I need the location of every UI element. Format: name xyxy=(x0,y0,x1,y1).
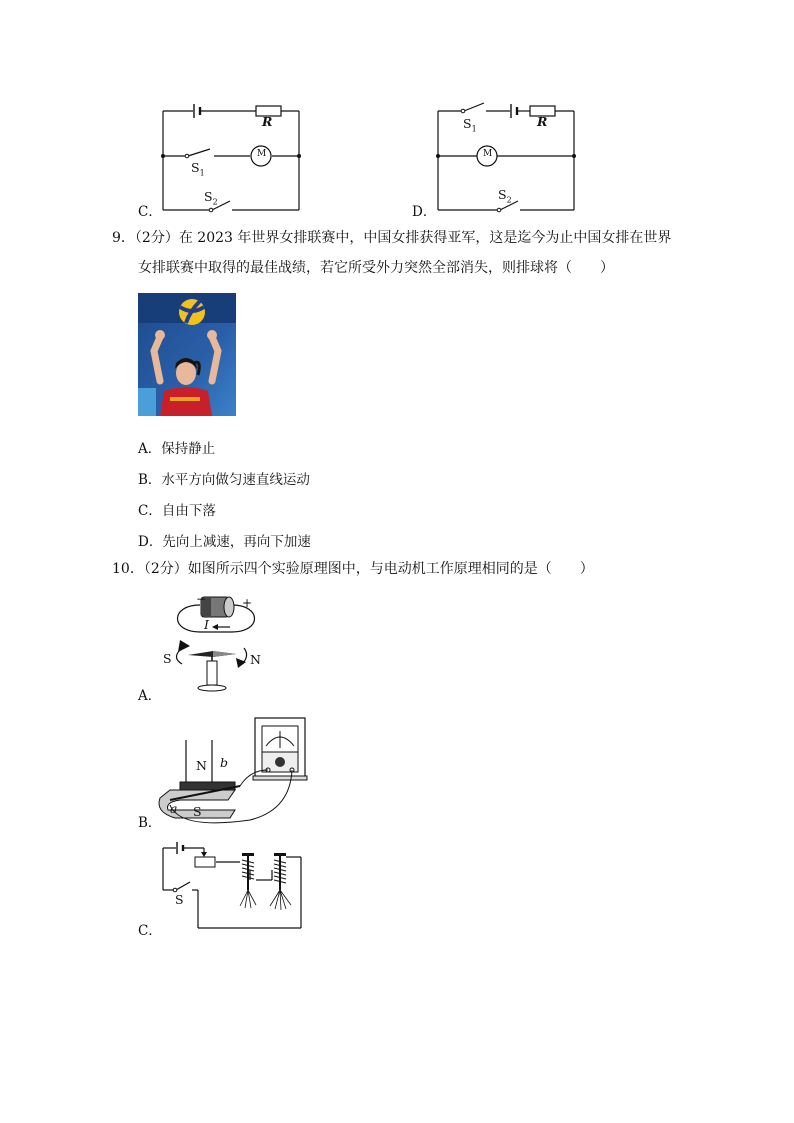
question-number: 10． xyxy=(112,561,144,577)
question-text: 如图所示四个实验原理图中，与电动机工作原理相同的是（ ） xyxy=(187,561,594,577)
option-c-label: C． xyxy=(138,204,162,220)
question-number: 9． xyxy=(112,230,135,246)
point-b-label: b xyxy=(220,755,229,770)
question-text: 在 2023 年世界女排联赛中，中国女排获得亚军，这是迄今为止中国女排在世界 xyxy=(178,230,672,246)
question-score: （2分） xyxy=(134,230,179,246)
south-label: S xyxy=(163,651,172,666)
battery-plus-label: + xyxy=(242,596,253,610)
north-pole-label: N xyxy=(196,758,207,773)
option-b-label: B． xyxy=(138,815,162,831)
option-d: D．先向上减速，再向下加速 xyxy=(138,534,311,550)
switch-s-label: S xyxy=(175,892,184,907)
resistor-label: R xyxy=(537,114,548,129)
question-9-line-2: 女排联赛中取得的最佳战绩，若它所受外力突然全部消失，则排球将（ ） xyxy=(138,260,614,276)
option-a-label: A． xyxy=(138,688,162,704)
switch-s2-label: $S_2$ xyxy=(204,189,218,207)
option-c: C．自由下落 xyxy=(138,503,216,519)
option-b: B．水平方向做匀速直线运动 xyxy=(138,472,310,488)
battery-minus-label: − xyxy=(196,592,207,606)
motor-label: M xyxy=(483,149,493,159)
south-pole-label: S xyxy=(193,804,202,819)
option-d-label: D． xyxy=(412,204,437,220)
question-score: （2分） xyxy=(143,561,188,577)
current-label: I xyxy=(204,617,209,632)
point-a-label: a xyxy=(170,801,178,816)
switch-s1-label: $S_1$ xyxy=(463,116,477,134)
switch-s1-label: $S_1$ xyxy=(191,160,205,178)
motor-label: M xyxy=(257,149,267,159)
option-c-label: C． xyxy=(138,923,162,939)
switch-s2-label: $S_2$ xyxy=(498,187,512,205)
north-label: N xyxy=(250,652,261,667)
option-a: A．保持静止 xyxy=(138,441,216,457)
resistor-label: R xyxy=(262,114,273,129)
